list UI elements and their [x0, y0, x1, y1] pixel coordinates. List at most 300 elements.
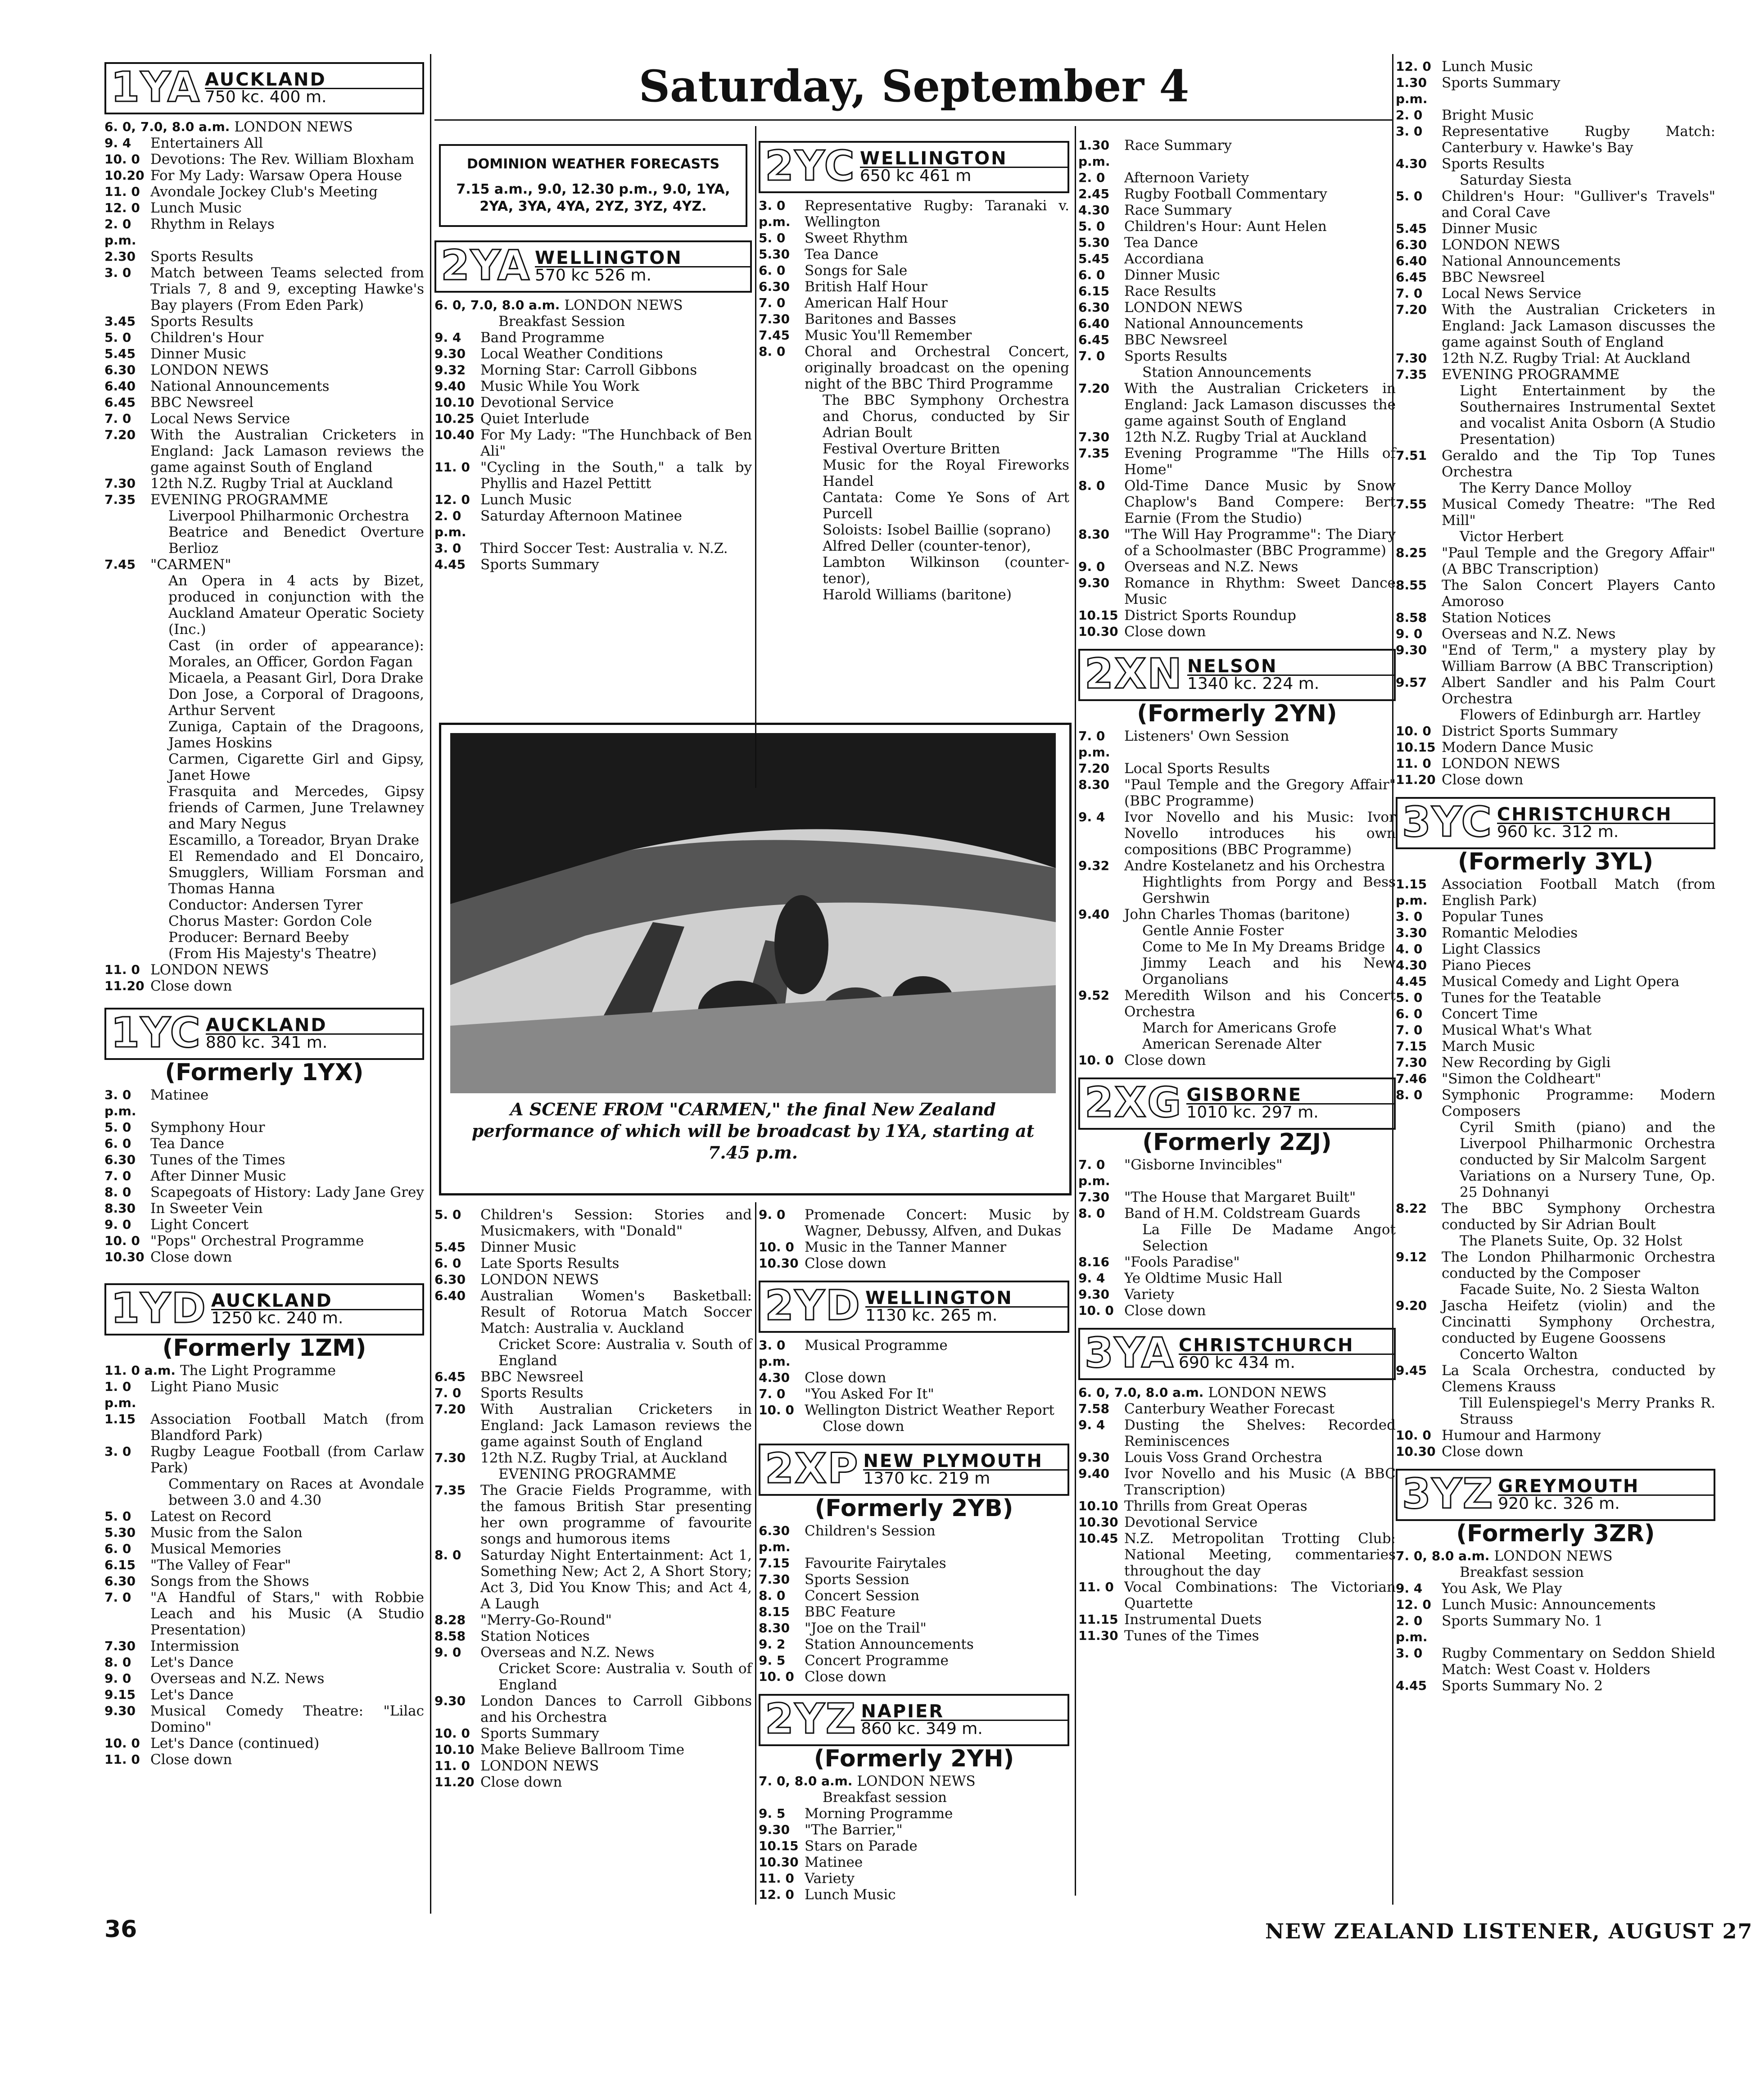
programme-entry: [1078, 809, 1396, 858]
programme-entry: [1396, 1119, 1715, 1168]
programme-time: 2.30: [104, 249, 136, 264]
programme-title: La Fille De Madame Angot Selection: [1142, 1222, 1396, 1254]
programme-time: 12. 0: [1396, 59, 1431, 74]
programme-entry: [759, 1620, 1069, 1636]
programme-entry: [104, 1379, 424, 1411]
programme-title: "Paul Temple and the Gregory Affair" (A BBC Transcription): [1442, 545, 1715, 577]
programme-title: Overseas and N.Z. News: [1442, 626, 1616, 642]
programme-entry: [759, 1571, 1069, 1588]
programme-time: 8.58: [434, 1629, 466, 1643]
programme-time: [104, 573, 146, 638]
programme-title: Morning Star: Carroll Gibbons: [480, 362, 697, 378]
column-4: [1078, 137, 1396, 1644]
programme-title: Children's Hour: "Gulliver's Travels" and Coral Cave: [1442, 188, 1715, 221]
programme-time: 10.45: [1078, 1531, 1118, 1546]
programme-title: Concert Programme: [805, 1652, 949, 1669]
programme-entry: [1078, 874, 1396, 906]
programme-time: 11. 0 a.m.: [104, 1363, 176, 1378]
programme-time: 7.20: [1396, 302, 1427, 317]
programme-time: 8.15: [759, 1604, 790, 1619]
programme-time: 7.51: [1396, 448, 1427, 463]
programme-title: Thrills from Great Operas: [1124, 1498, 1307, 1514]
programme-time: 2. 0 p.m.: [104, 217, 136, 248]
programme-title: Overseas and N.Z. News: [1124, 559, 1298, 575]
programme-entry: [1396, 1645, 1715, 1678]
programme-time: 9. 4: [1396, 1581, 1423, 1596]
programme-time: [759, 392, 800, 441]
programme-title: After Dinner Music: [150, 1168, 286, 1184]
programme-title: Close down: [1442, 1444, 1524, 1460]
programme-time: 6.15: [1078, 284, 1110, 299]
programme-entry: [104, 1687, 424, 1703]
programme-entry: [759, 295, 1069, 311]
programme-entry: [759, 392, 1069, 441]
programme-time: 5.45: [434, 1240, 466, 1254]
programme-title: Dinner Music: [480, 1239, 576, 1255]
programme-title: Sports Summary No. 2: [1442, 1678, 1603, 1694]
weather-forecast-box: [439, 144, 747, 227]
programme-entry: [1396, 59, 1715, 75]
programme-time: 6.40: [434, 1288, 466, 1303]
column-1: [104, 59, 424, 1768]
programme-title: Close down: [1124, 1052, 1206, 1068]
station-call-sign: 2XN: [1085, 650, 1183, 698]
programme-title: Association Football Match (from English Park): [1442, 876, 1715, 909]
programme-entry: [434, 411, 752, 427]
programme-title: Music from the Salon: [150, 1525, 303, 1541]
programme-entry: [1396, 1281, 1715, 1298]
programme-entry: [1078, 987, 1396, 1020]
programme-time: 7.30: [759, 1572, 790, 1587]
programme-time: [434, 1466, 476, 1482]
station-frequency: 650 kc 461 m: [859, 166, 972, 185]
programme-title: Music in the Tanner Manner: [805, 1239, 1007, 1255]
programme-time: [434, 313, 476, 330]
station-call-sign: 2YA: [441, 241, 531, 290]
programme-entry: [1396, 1055, 1715, 1071]
programme-time: [104, 670, 146, 686]
programme-title: 12th N.Z. Rugby Trial: At Auckland: [1442, 350, 1691, 367]
station-city: WELLINGTON: [860, 150, 1067, 168]
programme-time: 9. 4: [104, 136, 131, 150]
programme-time: 6.30: [1396, 237, 1427, 252]
programme-entry: [104, 978, 424, 994]
programme-time: 11. 0: [434, 460, 470, 475]
station-city: NAPIER: [861, 1703, 1067, 1721]
programme-title: BBC Newsreel: [480, 1369, 584, 1385]
programme-entry: [104, 1411, 424, 1444]
programme-time: 10. 0: [434, 1726, 470, 1741]
programme-title: "Paul Temple and the Gregory Affair" (BBC Programme): [1124, 777, 1396, 809]
programme-title: BBC Newsreel: [1442, 269, 1545, 285]
programme-title: Sports Summary: [480, 1725, 599, 1742]
programme-entry: [1396, 1087, 1715, 1119]
programme-entry: [1078, 202, 1396, 218]
programme-title: Harold Williams (baritone): [823, 587, 1012, 603]
programme-time: 8.16: [1078, 1254, 1110, 1269]
programme-title: Morning Programme: [805, 1806, 953, 1822]
programme-entry: [1396, 1200, 1715, 1233]
programme-time: 7. 0: [759, 295, 786, 310]
station-frequency: 1340 kc. 224 m.: [1187, 674, 1320, 693]
programme-title: "Simon the Coldheart": [1442, 1071, 1601, 1087]
programme-title: Modern Dance Music: [1442, 739, 1593, 756]
programme-time: [104, 524, 146, 557]
programme-title: Association Football Match (from Blandford Park): [150, 1411, 424, 1444]
programme-title: Latest on Record: [150, 1508, 271, 1525]
programme-time: 7. 0: [104, 1590, 131, 1605]
programme-entry: [759, 522, 1069, 538]
programme-time: 7.46: [1396, 1071, 1427, 1086]
programme-entry: [104, 1638, 424, 1654]
programme-entry: [1396, 1395, 1715, 1427]
programme-entry: [104, 1233, 424, 1249]
programme-time: [104, 751, 146, 783]
programme-time: 9.30: [1396, 643, 1427, 657]
programme-entry: [104, 508, 424, 524]
programme-title: Band of H.M. Coldstream Guards: [1124, 1205, 1361, 1222]
programme-entry: [1396, 1022, 1715, 1038]
programme-title: Late Sports Results: [480, 1255, 620, 1272]
listing-2yc: [759, 198, 1069, 603]
programme-time: 11. 0: [1078, 1580, 1114, 1594]
programme-entry: [759, 587, 1069, 603]
programme-entry: [1396, 480, 1715, 496]
programme-entry: [759, 1789, 1069, 1806]
programme-entry: [1078, 1466, 1396, 1498]
programme-time: 2. 0 p.m.: [1396, 1613, 1428, 1644]
programme-title: Gentle Annie Foster: [1142, 923, 1284, 939]
programme-entry: [1078, 348, 1396, 364]
programme-entry: [1078, 1052, 1396, 1068]
programme-entry: [759, 1652, 1069, 1669]
programme-time: 5. 0: [1396, 189, 1423, 204]
programme-title: The Salon Concert Players Canto Amoroso: [1442, 577, 1715, 610]
programme-time: [104, 946, 146, 962]
listing-2ya-evening: [434, 1207, 752, 1790]
programme-entry: [104, 1557, 424, 1573]
programme-time: 7.30: [1078, 1190, 1110, 1204]
programme-entry: [104, 897, 424, 913]
programme-entry: [104, 1363, 424, 1379]
programme-time: [1078, 1222, 1120, 1254]
programme-entry: [104, 362, 424, 378]
programme-title: 12th N.Z. Rugby Trial, at Auckland: [480, 1450, 728, 1466]
programme-entry: [104, 346, 424, 362]
programme-title: Jimmy Leach and his New Organolians: [1142, 955, 1396, 987]
programme-time: 6. 0: [434, 1256, 461, 1271]
programme-time: 10.10: [1078, 1498, 1118, 1513]
programme-title: American Half Hour: [805, 295, 948, 311]
programme-entry: [104, 249, 424, 265]
programme-entry: [1396, 496, 1715, 529]
programme-time: 5. 0: [104, 1509, 131, 1524]
programme-entry: [104, 427, 424, 475]
programme-entry: [434, 557, 752, 573]
programme-time: [104, 719, 146, 751]
programme-entry: [759, 1636, 1069, 1652]
programme-time: 5.30: [1078, 235, 1110, 250]
programme-title: Sports Results: [150, 313, 253, 330]
programme-entry: [434, 1758, 752, 1774]
programme-time: 2. 0 p.m.: [434, 508, 466, 539]
programme-time: 10. 0: [1078, 1303, 1114, 1318]
programme-entry: [759, 1887, 1069, 1903]
programme-title: Music While You Work: [480, 378, 639, 394]
programme-title: Musical Comedy and Light Opera: [1442, 973, 1680, 990]
programme-entry: [1078, 923, 1396, 939]
programme-title: Sports Session: [805, 1571, 909, 1588]
programme-entry: [1396, 1613, 1715, 1645]
formerly-label: (Formerly 2YN): [1137, 700, 1337, 727]
programme-entry: [1396, 123, 1715, 156]
programme-time: [1396, 1119, 1437, 1168]
programme-time: 9. 2: [759, 1637, 786, 1652]
programme-entry: [759, 1207, 1069, 1239]
programme-title: Third Soccer Test: Australia v. N.Z.: [480, 540, 728, 557]
programme-time: 6. 0, 7.0, 8.0 a.m.: [434, 298, 560, 312]
station-box-2yz: [759, 1694, 1069, 1746]
programme-time: [759, 522, 800, 538]
programme-entry: [1078, 761, 1396, 777]
programme-time: 7.35: [104, 492, 136, 507]
programme-time: 9.30: [434, 1693, 466, 1708]
programme-entry: [759, 1523, 1069, 1555]
programme-entry: [1396, 75, 1715, 107]
programme-entry: [104, 151, 424, 168]
listing-3ya-afternoon: [1396, 59, 1715, 788]
programme-title: British Half Hour: [805, 279, 927, 295]
programme-title: Dinner Music: [150, 346, 246, 362]
programme-time: 11.20: [1396, 772, 1436, 787]
programme-time: 8. 0: [104, 1655, 131, 1670]
programme-time: 6.45: [1396, 270, 1427, 285]
programme-title: Local News Service: [1442, 285, 1582, 302]
station-call-sign: 2YD: [765, 1281, 861, 1330]
programme-entry: [1396, 707, 1715, 723]
programme-entry: [1396, 383, 1715, 448]
programme-entry: [1396, 1678, 1715, 1694]
programme-entry: [1396, 350, 1715, 367]
programme-entry: [759, 198, 1069, 230]
programme-time: 10.15: [759, 1838, 799, 1853]
programme-title: Light Entertainment by the Southernaires Instrumental Sextet and vocalist Anita Osborn (A Studio Presentation): [1460, 383, 1715, 448]
programme-time: 9.40: [434, 379, 466, 394]
programme-entry: [1396, 107, 1715, 123]
programme-entry: [759, 1838, 1069, 1854]
programme-time: 7.20: [104, 427, 136, 442]
programme-time: 8.25: [1396, 545, 1427, 560]
programme-title: Soloists: Isobel Baillie (soprano): [823, 522, 1051, 538]
programme-title: 12th N.Z. Rugby Trial at Auckland: [1124, 429, 1367, 445]
programme-entry: [1078, 1514, 1396, 1530]
programme-title: "The Barrier,": [805, 1822, 903, 1838]
programme-title: Tunes of the Times: [150, 1152, 285, 1168]
programme-entry: [104, 783, 424, 832]
programme-title: Sports Summary: [480, 557, 599, 573]
programme-title: Bright Music: [1442, 107, 1534, 123]
programme-entry: [1078, 1286, 1396, 1303]
programme-time: 9.40: [1078, 1466, 1110, 1481]
programme-time: [759, 538, 800, 554]
station-box-3yz: [1396, 1469, 1715, 1521]
programme-entry: [1078, 624, 1396, 640]
programme-time: [104, 832, 146, 848]
programme-time: 1.30 p.m.: [1078, 138, 1110, 169]
programme-title: Breakfast session: [1460, 1564, 1584, 1580]
programme-entry: [434, 1742, 752, 1758]
programme-time: 9. 5: [759, 1806, 786, 1821]
programme-entry: [104, 719, 424, 751]
programme-entry: [434, 1725, 752, 1742]
programme-time: 8.30: [1078, 777, 1110, 792]
programme-time: 7.35: [434, 1483, 466, 1498]
programme-time: 8. 0: [104, 1185, 131, 1200]
programme-entry: [434, 1369, 752, 1385]
programme-entry: [1396, 302, 1715, 350]
station-box-3yc: [1396, 797, 1715, 849]
programme-title: "End of Term," a mystery play by William Barrow (A BBC Transcription): [1442, 642, 1715, 675]
station-box-1yd: [104, 1283, 424, 1335]
programme-title: EVENING PROGRAMME: [1442, 367, 1619, 383]
programme-entry: [759, 1604, 1069, 1620]
programme-entry: [1078, 380, 1396, 429]
programme-entry: [1078, 1303, 1396, 1319]
programme-title: Lambton Wilkinson (counter-tenor),: [823, 554, 1069, 587]
programme-time: 9. 0: [104, 1217, 131, 1232]
programme-title: LONDON NEWS: [150, 962, 269, 978]
programme-title: Sports Summary: [1442, 75, 1560, 91]
station-call-sign: 1YD: [111, 1284, 207, 1332]
programme-time: [104, 848, 146, 897]
programme-title: Overseas and N.Z. News: [150, 1671, 325, 1687]
programme-entry: [759, 554, 1069, 587]
programme-entry: [104, 1735, 424, 1752]
programme-entry: [1078, 332, 1396, 348]
programme-entry: [759, 327, 1069, 344]
programme-time: [1078, 955, 1120, 987]
programme-time: 8.30: [1078, 527, 1110, 542]
programme-time: [1396, 1564, 1437, 1580]
programme-time: [1078, 939, 1120, 955]
programme-time: 7. 0: [759, 1386, 786, 1401]
programme-time: 9.30: [1078, 575, 1110, 590]
programme-time: 3. 0: [104, 265, 131, 280]
programme-entry: [1078, 575, 1396, 607]
programme-entry: [1078, 1498, 1396, 1514]
listing-3yc: [1396, 876, 1715, 1460]
programme-title: Chorus Master: Gordon Cole: [168, 913, 372, 929]
programme-title: LONDON NEWS: [564, 297, 683, 313]
programme-title: The Gracie Fields Programme, with the famous British Star presenting her own programme of favourite songs and humorous items: [480, 1482, 752, 1547]
programme-time: 10. 0: [759, 1403, 794, 1417]
programme-title: The Light Programme: [180, 1363, 336, 1379]
programme-time: 3. 0: [434, 541, 461, 556]
programme-entry: [1078, 939, 1396, 955]
programme-title: Canterbury Weather Forecast: [1124, 1401, 1335, 1417]
programme-title: For My Lady: Warsaw Opera House: [150, 168, 402, 184]
programme-time: [759, 1418, 800, 1435]
programme-entry: [759, 1418, 1069, 1435]
listing-2xp: [759, 1523, 1069, 1685]
programme-time: 8. 0: [759, 1588, 786, 1603]
programme-entry: [759, 230, 1069, 246]
station-box-2ya: [434, 240, 752, 293]
programme-entry: [104, 913, 424, 929]
programme-title: An Opera in 4 acts by Bizet, produced in conjunction with the Auckland Amateur Operatic Society (Inc.): [168, 573, 424, 638]
page-title: Saturday, September 4: [638, 61, 1190, 112]
programme-time: 8. 0: [1078, 478, 1105, 493]
programme-title: Avondale Jockey Club's Meeting: [150, 184, 378, 200]
programme-entry: [1078, 137, 1396, 170]
programme-title: Piano Pieces: [1442, 957, 1531, 973]
programme-time: 1.15 p.m.: [1396, 877, 1428, 908]
programme-title: LONDON NEWS: [234, 119, 353, 135]
programme-time: 7. 0: [104, 411, 131, 426]
programme-entry: [1396, 973, 1715, 990]
programme-title: Quiet Interlude: [480, 411, 589, 427]
programme-time: 4.30: [1396, 958, 1427, 973]
programme-time: 10. 0: [1396, 1428, 1431, 1443]
programme-time: 10. 0: [104, 152, 140, 167]
programme-title: Concert Session: [805, 1588, 920, 1604]
programme-time: 11.15: [1078, 1612, 1118, 1627]
column-5: [1396, 59, 1715, 1694]
programme-time: [1396, 383, 1437, 448]
programme-entry: [434, 1401, 752, 1450]
programme-entry: [1078, 1612, 1396, 1628]
programme-time: 9.40: [1078, 907, 1110, 922]
programme-entry: [759, 246, 1069, 263]
programme-title: Lunch Music: Announcements: [1442, 1597, 1656, 1613]
programme-time: 5. 0: [759, 231, 786, 245]
programme-entry: [104, 573, 424, 638]
programme-entry: [1396, 1006, 1715, 1022]
listing-1yc: [104, 1087, 424, 1265]
programme-time: 9.12: [1396, 1249, 1427, 1264]
programme-entry: [104, 1168, 424, 1184]
programme-time: 11. 0: [104, 1752, 140, 1767]
programme-entry: [104, 1525, 424, 1541]
programme-time: 8. 0: [759, 344, 786, 359]
programme-entry: [434, 1239, 752, 1255]
programme-time: [104, 686, 146, 719]
programme-time: [1078, 1020, 1120, 1036]
programme-time: 5.45: [104, 346, 136, 361]
programme-entry: [1078, 283, 1396, 299]
programme-time: [104, 783, 146, 832]
programme-title: March for Americans Grofe: [1142, 1020, 1337, 1036]
programme-title: Race Summary: [1124, 202, 1232, 218]
programme-title: Andre Kostelanetz and his Orchestra: [1124, 858, 1385, 874]
programme-title: LONDON NEWS: [150, 362, 269, 378]
programme-entry: [1078, 1628, 1396, 1644]
programme-time: 9.57: [1396, 675, 1427, 690]
programme-title: District Sports Summary: [1442, 723, 1618, 739]
programme-time: 6.30: [104, 362, 136, 377]
programme-time: 9. 0: [104, 1671, 131, 1686]
programme-title: New Recording by Gigli: [1442, 1055, 1611, 1071]
programme-time: 5.45: [1396, 221, 1427, 236]
programme-title: National Announcements: [1124, 316, 1303, 332]
programme-time: 7. 0: [1078, 349, 1105, 363]
programme-entry: [1396, 1363, 1715, 1395]
programme-title: Geraldo and the Tip Top Tunes Orchestra: [1442, 448, 1715, 480]
programme-title: LONDON NEWS: [1208, 1385, 1327, 1401]
programme-title: Sports Results: [480, 1385, 583, 1401]
programme-time: 7. 0: [1396, 1023, 1423, 1037]
programme-time: 7.30: [104, 1639, 136, 1653]
